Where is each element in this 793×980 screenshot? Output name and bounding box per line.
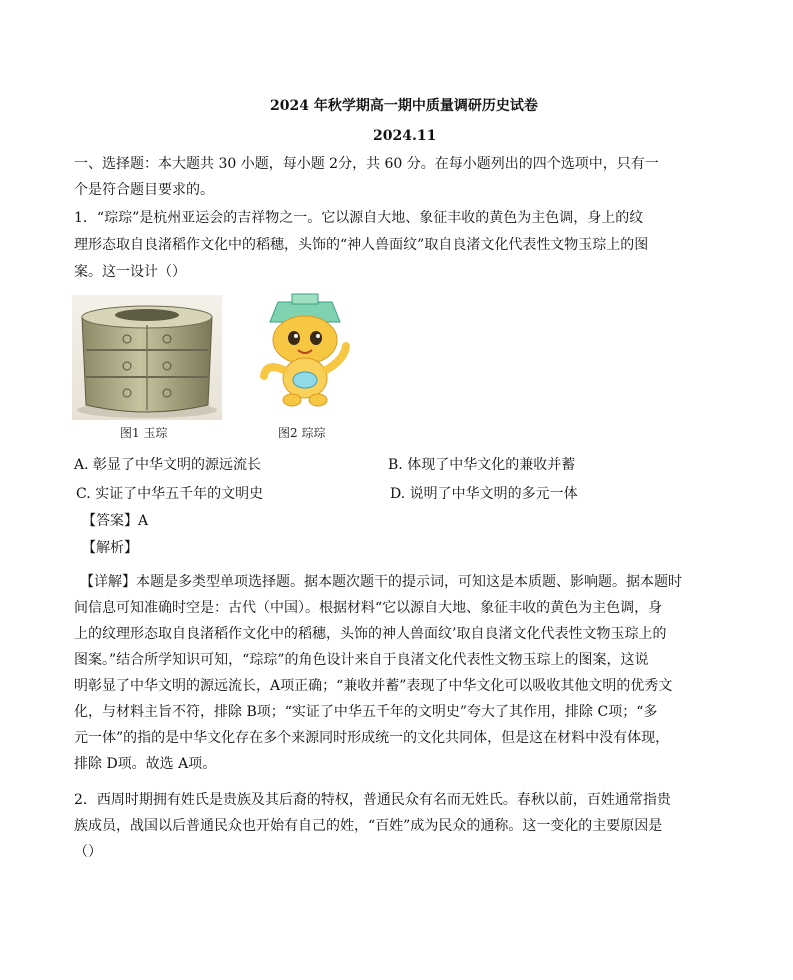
- answer-label: 【答案】A: [82, 513, 149, 529]
- section-heading-line-1: 一、选择题：本大题共 30 小题，每小题 2分，共 60 分。在每小题列出的四个选项中，只有一: [74, 156, 659, 172]
- option-b: B. 体现了中华文化的兼收并蓄: [388, 457, 576, 473]
- question-1-stem-line-3: 案。这一设计（）: [74, 264, 186, 280]
- detail-line-4: 图案。”结合所学知识可知，“琮琮”的角色设计来自于良渚文化代表性文物玉琮上的图案，这说: [74, 652, 649, 668]
- section-heading-line-2: 个是符合题目要求的。: [74, 182, 214, 198]
- option-a: A. 彰显了中华文明的源远流长: [74, 457, 262, 473]
- detail-line-3: 上的纹理形态取自良渚稻作文化中的稻穗，头饰的神人兽面纹’取自良渚文化代表性文物玉琮上的: [74, 626, 667, 642]
- detail-line-2: 间信息可知准确时空是：古代（中国）。根据材料“它以源自大地、象征丰收的黄色为主色调，身: [74, 600, 663, 616]
- figure-2-caption: 图2 琮琮: [278, 426, 326, 440]
- option-d: D. 说明了中华文明的多元一体: [390, 486, 578, 502]
- figure-1-caption: 图1 玉琮: [120, 426, 168, 440]
- jade-cong-image: [72, 295, 222, 420]
- exam-date: 2024.11: [373, 128, 437, 144]
- page-title: 2024 年秋学期高一期中质量调研历史试卷: [270, 98, 538, 114]
- analysis-label: 【解析】: [82, 540, 138, 556]
- detail-line-6: 化，与材料主旨不符，排除 B项；“实证了中华五千年的文明史”夸大了其作用，排除 C项；“多: [74, 704, 658, 720]
- detail-line-1: 【详解】本题是多类型单项选择题。据本题次题干的提示词，可知这是本质题、影响题。据本题时: [80, 574, 682, 590]
- question-2-stem-line-3: （）: [74, 844, 102, 860]
- congcong-mascot-image: [250, 290, 360, 410]
- detail-line-5: 明彰显了中华文明的源远流长，A项正确；“兼收并蓄”表现了中华文化可以吸收其他文明的优秀文: [74, 678, 673, 694]
- detail-line-8: 排除 D项。故选 A项。: [74, 756, 217, 772]
- question-1-stem-line-1: 1．“琮琮”是杭州亚运会的吉祥物之一。它以源自大地、象征丰收的黄色为主色调，身上的纹: [74, 210, 644, 226]
- detail-line-7: 元一体”的指的是中华文化存在多个来源同时形成统一的文化共同体，但是这在材料中没有体现，: [74, 730, 670, 746]
- question-2-stem-line-2: 族成员，战国以后普通民众也开始有自己的姓，“百姓”成为民众的通称。这一变化的主要原因是: [74, 818, 663, 834]
- question-2-stem-line-1: 2．西周时期拥有姓氏是贵族及其后裔的特权，普通民众有名而无姓氏。春秋以前，百姓通常指贵: [74, 792, 671, 808]
- question-1-stem-line-2: 理形态取自良渚稻作文化中的稻穗，头饰的“神人兽面纹”取自良渚文化代表性文物玉琮上的图: [74, 237, 649, 253]
- option-c: C. 实证了中华五千年的文明史: [76, 486, 264, 502]
